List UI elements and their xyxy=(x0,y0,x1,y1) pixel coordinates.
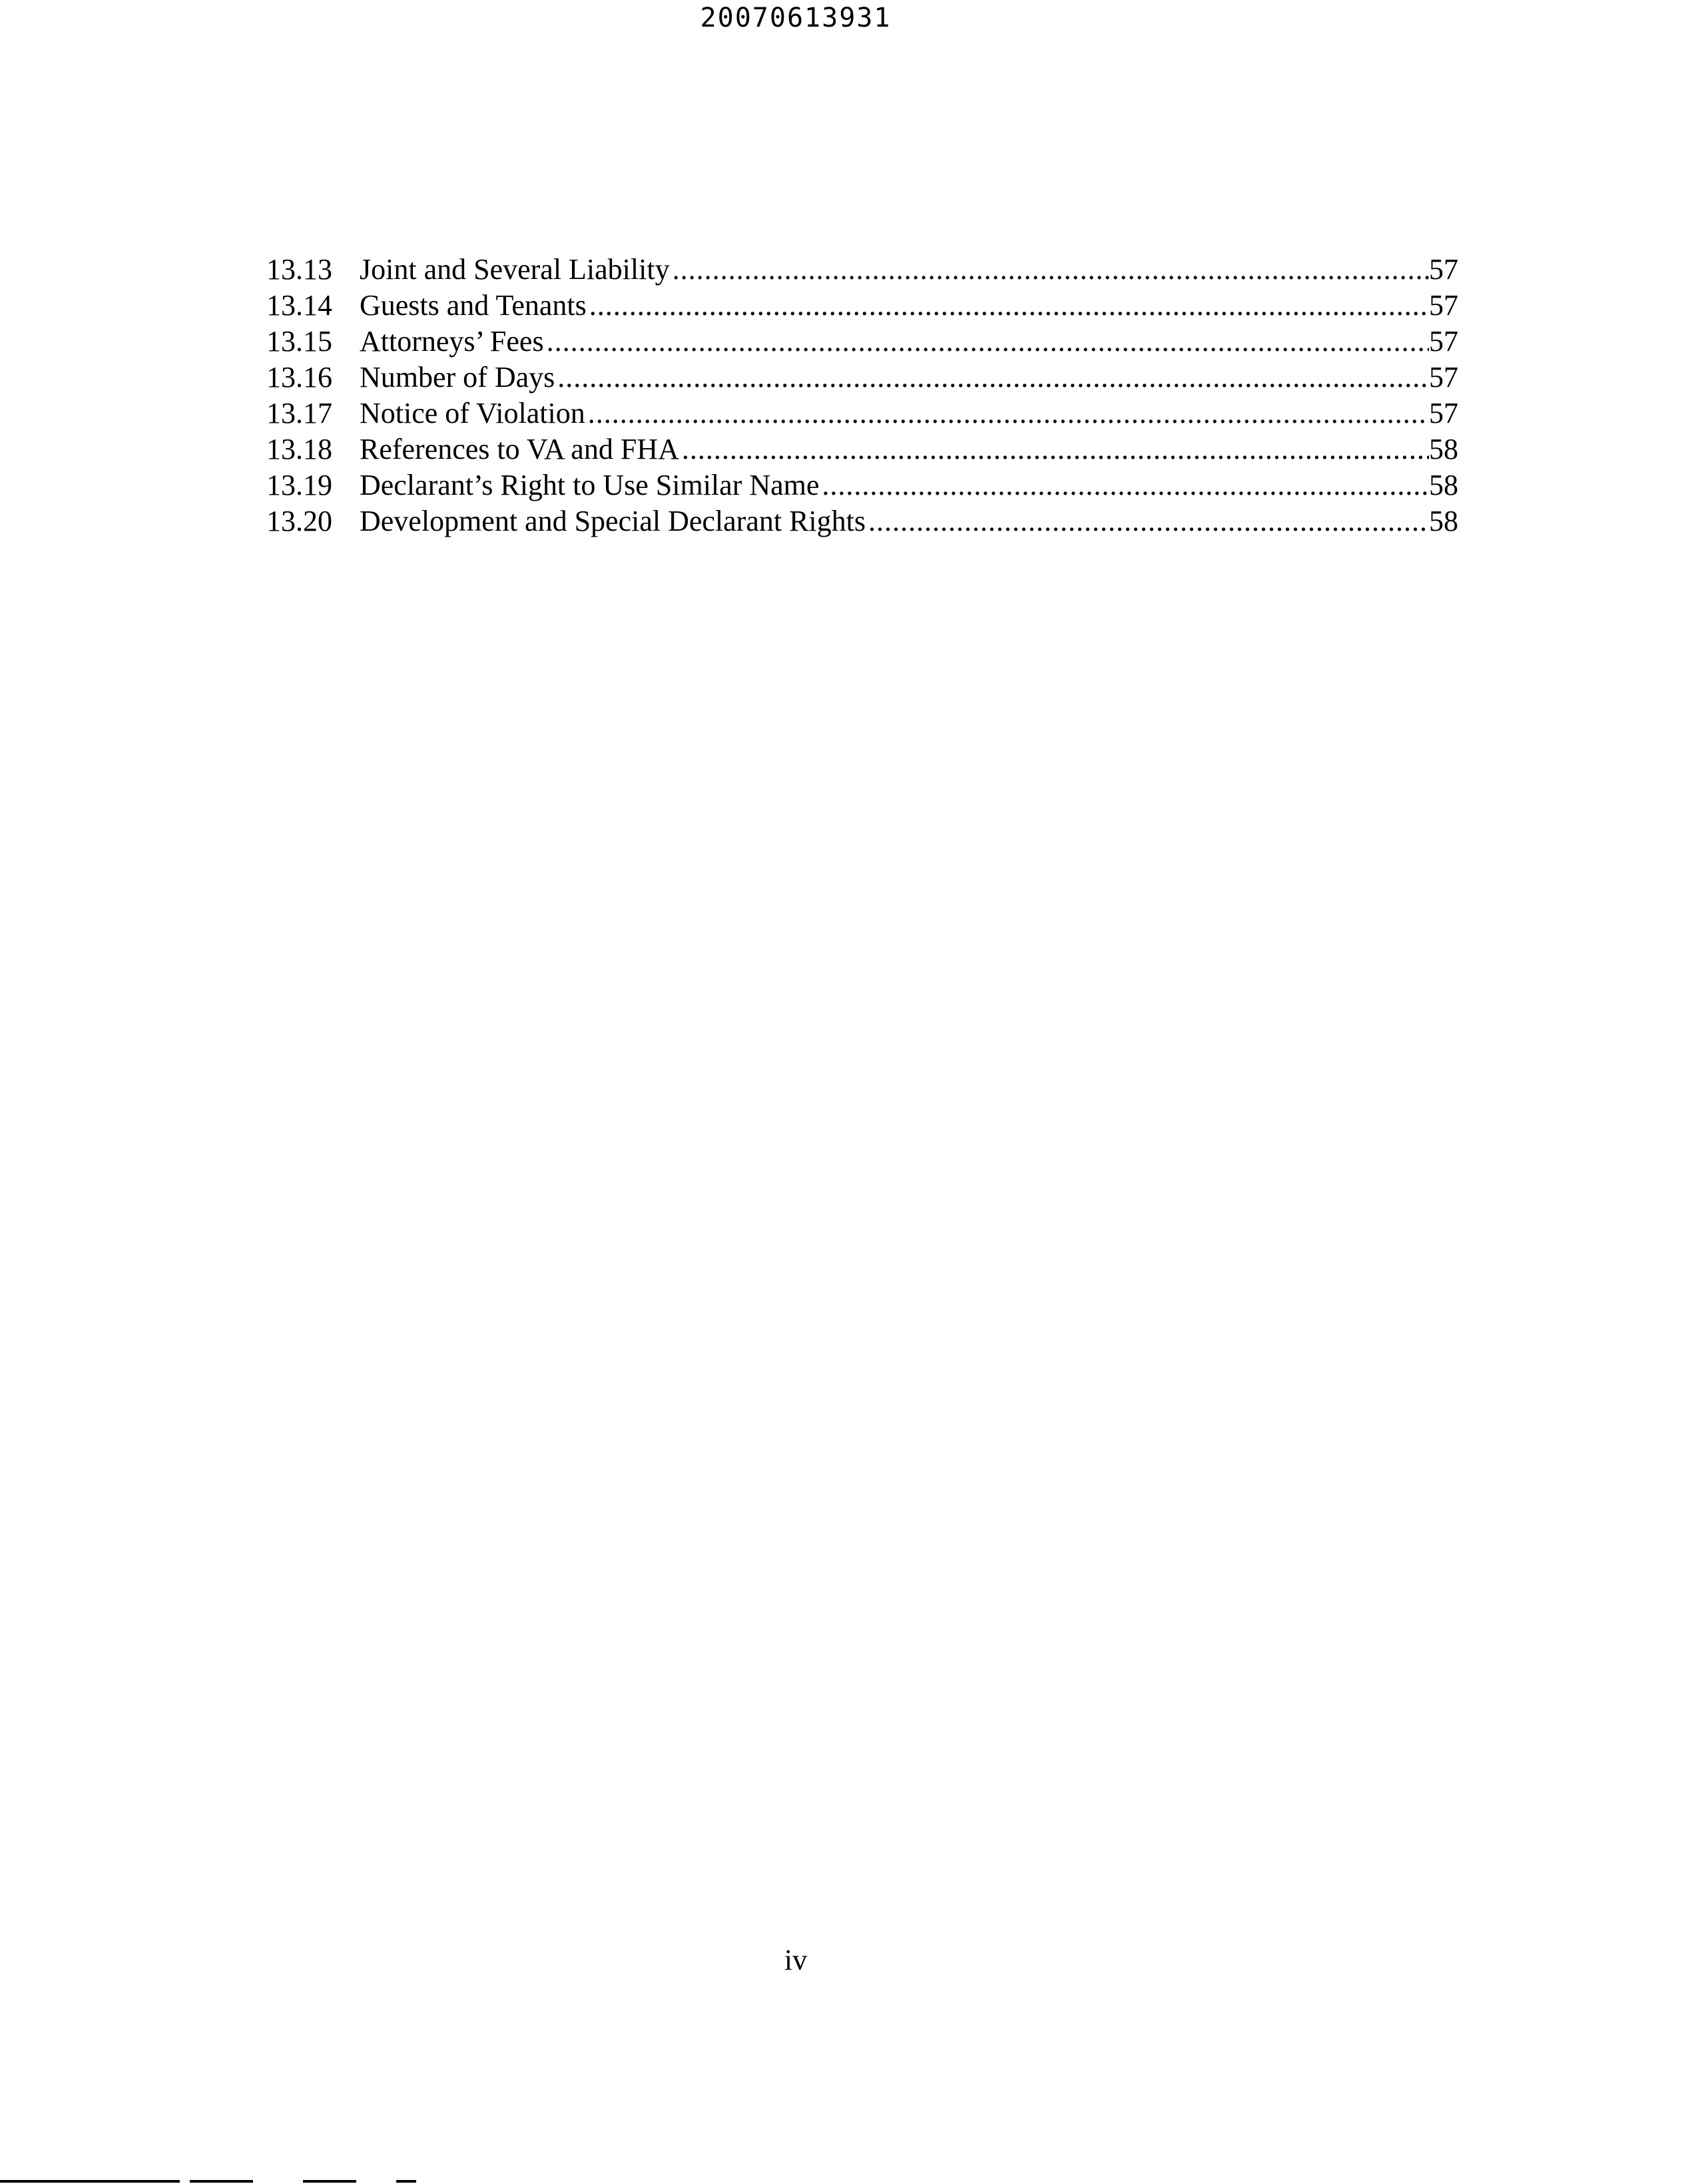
toc-dot-leader xyxy=(866,503,1429,539)
toc-section-title: Declarant’s Right to Use Similar Name xyxy=(360,469,820,501)
toc-section-number: 13.20 xyxy=(266,505,332,537)
scan-edge-marks xyxy=(0,2179,506,2184)
toc-section-title: Guests and Tenants xyxy=(360,289,587,322)
toc-dot-leader xyxy=(670,252,1429,288)
toc-section-title: Joint and Several Liability xyxy=(360,253,670,286)
toc-section-title: References to VA and FHA xyxy=(360,433,679,465)
toc-section-number: 13.18 xyxy=(266,433,332,465)
toc-section-title: Number of Days xyxy=(360,361,555,394)
toc-section-number: 13.15 xyxy=(266,325,332,358)
toc-entry xyxy=(266,396,1458,431)
toc-dot-leader xyxy=(555,360,1429,396)
toc-dot-leader xyxy=(587,288,1429,324)
toc-page-number: 58 xyxy=(1429,433,1458,465)
toc-dot-leader xyxy=(544,324,1429,360)
recording-number: 20070613931 xyxy=(700,3,892,33)
toc-page-number: 57 xyxy=(1429,325,1458,358)
toc-entry xyxy=(266,360,1458,396)
toc-page-number: 58 xyxy=(1429,469,1458,501)
toc-entry xyxy=(266,288,1458,324)
toc-section-title: Notice of Violation xyxy=(360,397,585,429)
toc-section-number: 13.14 xyxy=(266,289,332,322)
toc-section-title: Development and Special Declarant Rights xyxy=(360,505,866,537)
page-folio: iv xyxy=(784,1944,808,1976)
toc-entry xyxy=(266,324,1458,360)
toc-entry xyxy=(266,467,1458,503)
toc-dot-leader xyxy=(585,396,1429,431)
toc-page-number: 57 xyxy=(1429,253,1458,286)
toc-dot-leader xyxy=(819,467,1429,503)
toc-section-number: 13.19 xyxy=(266,469,332,501)
table-of-contents xyxy=(266,252,1458,539)
toc-section-title: Attorneys’ Fees xyxy=(360,325,544,358)
toc-page-number: 57 xyxy=(1429,289,1458,322)
toc-entry xyxy=(266,503,1458,539)
toc-entry xyxy=(266,252,1458,288)
toc-dot-leader xyxy=(679,431,1429,467)
toc-section-number: 13.13 xyxy=(266,253,332,286)
toc-page-number: 58 xyxy=(1429,505,1458,537)
toc-page-number: 57 xyxy=(1429,361,1458,394)
toc-entry xyxy=(266,431,1458,467)
toc-section-number: 13.16 xyxy=(266,361,332,394)
toc-page-number: 57 xyxy=(1429,397,1458,429)
toc-section-number: 13.17 xyxy=(266,397,332,429)
